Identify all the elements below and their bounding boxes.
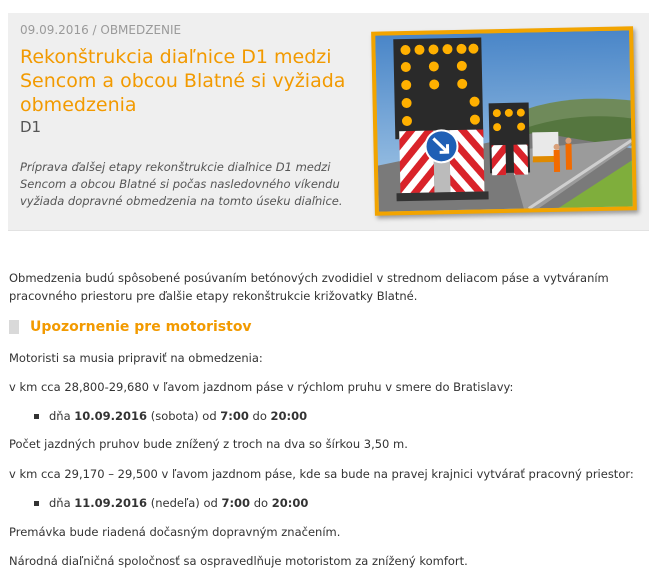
paragraph-line6: Národná diaľničná spoločnosť sa ospravedlňuje motoristom za znížený komfort. xyxy=(9,554,468,568)
list-item-2: dňa 11.09.2016 (nedeľa) od 7:00 do 20:00 xyxy=(34,494,308,512)
bullet-icon xyxy=(34,414,39,419)
article-meta: 09.09.2016 / OBMEDZENIE xyxy=(20,23,182,37)
paragraph-line4: v km cca 29,170 – 29,500 v ľavom jazdnom páse, kde sa bude na pravej krajnici vytvárať pracovný priestor: xyxy=(9,467,634,481)
section-heading-text: Upozornenie pre motoristov xyxy=(30,319,252,335)
heading-marker-icon xyxy=(9,320,19,334)
section-heading xyxy=(9,318,252,336)
article-photo[interactable] xyxy=(371,26,637,215)
article-title[interactable]: Rekonštrukcia diaľnice D1 medzi Sencom a obcou Blatné si vyžiada obmedzenia xyxy=(20,46,346,116)
article-header xyxy=(8,13,649,231)
article-perex: Príprava ďalšej etapy rekonštrukcie diaľnice D1 medzi Sencom a obcou Blatné si počas nasledovného víkendu vyžiada dopravné obmedzenia na tomto úseku diaľnice. xyxy=(20,160,343,208)
article-road-label: D1 xyxy=(20,118,42,136)
paragraph-line1: Motoristi sa musia pripraviť na obmedzenia: xyxy=(9,351,263,365)
paragraph-line3: Počet jazdných pruhov bude znížený z troch na dva so šírkou 3,50 m. xyxy=(9,437,408,451)
list-item-1: dňa 10.09.2016 (sobota) od 7:00 do 20:00 xyxy=(34,407,307,425)
paragraph-line2: v km cca 28,800-29,680 v ľavom jazdnom páse v rýchlom pruhu v smere do Bratislavy: xyxy=(9,380,514,394)
bullet-icon xyxy=(34,501,39,506)
intro-paragraph: Obmedzenia budú spôsobené posúvaním betónových zvodidiel v strednom deliacom páse a vytváraním pracovného priestoru pre ďalšie etapy rekonštrukcie križovatky Blatné. xyxy=(9,271,609,303)
paragraph-line5: Premávka bude riadená dočasným dopravným značením. xyxy=(9,525,341,539)
highway-roadwork-photo xyxy=(375,30,633,211)
